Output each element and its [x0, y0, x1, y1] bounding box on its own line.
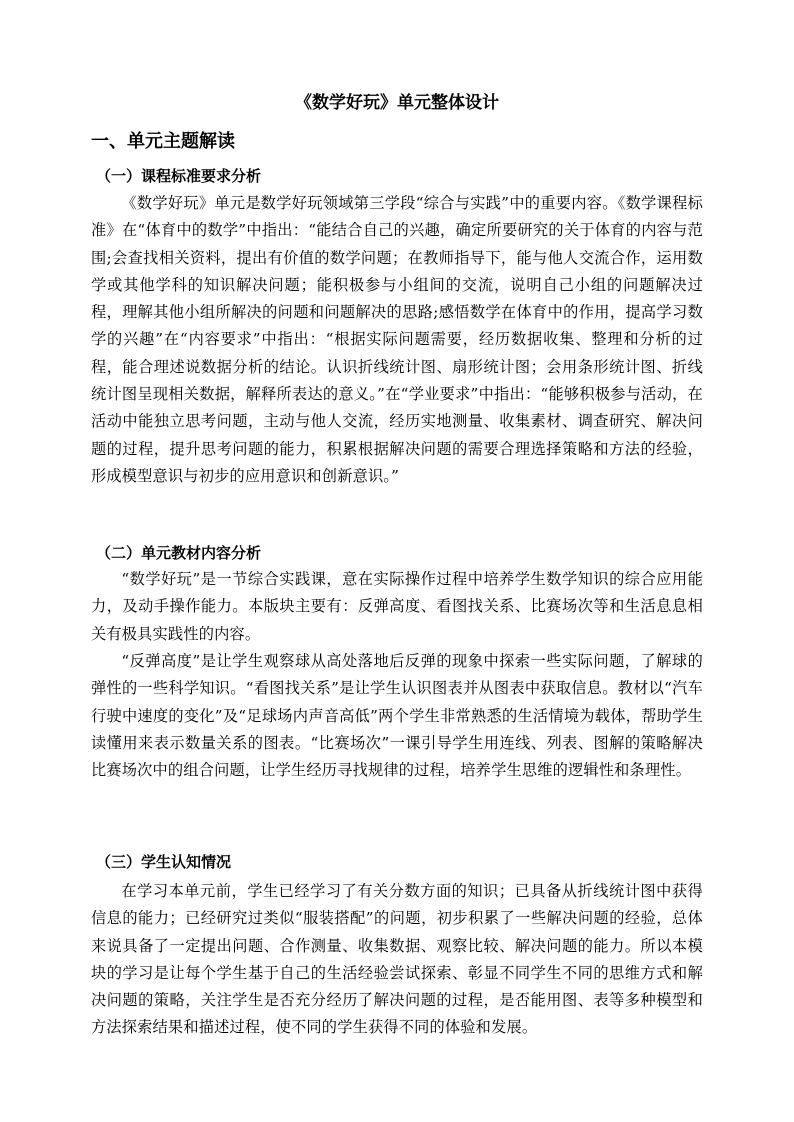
document-title: 《数学好玩》单元整体设计 — [295, 93, 499, 113]
subsection-heading-curriculum: （一）课程标准要求分析 — [96, 167, 262, 185]
subsection-heading-content: （二）单元教材内容分析 — [96, 544, 262, 562]
section-heading-theme: 一、单元主题解读 — [91, 131, 235, 152]
paragraph-content-intro: “数学好玩”是一节综合实践课，意在实际操作过程中培养学生数学知识的综合应用能力，及动手操作能力。本版块主要有：反弹高度、看图找关系、比赛场次等和生活息息相关有极具实践性的内容。 — [91, 570, 703, 643]
paragraph-curriculum: 《数学好玩》单元是数学好玩领域第三学段“综合与实践”中的重要内容。《数学课程标准》在“体育中的数学”中指出：“能结合自己的兴趣，确定所要研究的关于体育的内容与范围;会查找相关资料，提出有价值的数学问题；在教师指导下，能与他人交流合作，运用数学或其他学科的知识解决问题；能积极参与小组间的交流，说明自己小组的问题解决过程，理解其他小组所解决的问题和问题解决的思路;感悟数学在体育中的作用，提高学习数学的兴趣”在“内容要求”中指出：“根据实际问题需要，经历数据收集、整理和分析的过程，能合理述说数据分析的结论。认识折线统计图、扇形统计图；会用条形统计图、折线统计图呈现相关数据，解释所表达的意义。”在“学业要求”中指出：“能够积极参与活动，在活动中能独立思考问题，主动与他人交流，经历实地测量、收集素材、调查研究、解决问题的过程，提升思考问题的能力，积累根据解决问题的需要合理选择策略和方法的经验，形成模型意识与初步的应用意识和创新意识。” — [91, 194, 703, 485]
paragraph-cognition: 在学习本单元前，学生已经学习了有关分数方面的知识；已具备从折线统计图中获得信息的能力；已经研究过类似“服装搭配”的问题，初步积累了一些解决问题的经验，总体来说具备了一定提出问题、合作测量、收集数据、观察比较、解决问题的能力。所以本模块的学习是让每个学生基于自己的生活经验尝试探索、彰显不同学生不同的思维方式和解决问题的策略，关注学生是否充分经历了解决问题的过程，是否能用图、表等多种模型和方法探索结果和描述过程，使不同的学生获得不同的体验和发展。 — [91, 882, 703, 1037]
paragraph-content-detail: “反弹高度”是让学生观察球从高处落地后反弹的现象中探索一些实际问题，了解球的弹性的一些科学知识。“看图找关系”是让学生认识图表并从图表中获取信息。教材以“汽车行驶中速度的变化”及“足球场内声音高低”两个学生非常熟悉的生活情境为载体，帮助学生读懂用来表示数量关系的图表。“比赛场次”一课引导学生用连线、列表、图解的策略解决比赛场次中的组合问题，让学生经历寻找规律的过程，培养学生思维的逻辑性和条理性。 — [91, 652, 703, 780]
subsection-heading-cognition: （三）学生认知情况 — [96, 853, 232, 871]
